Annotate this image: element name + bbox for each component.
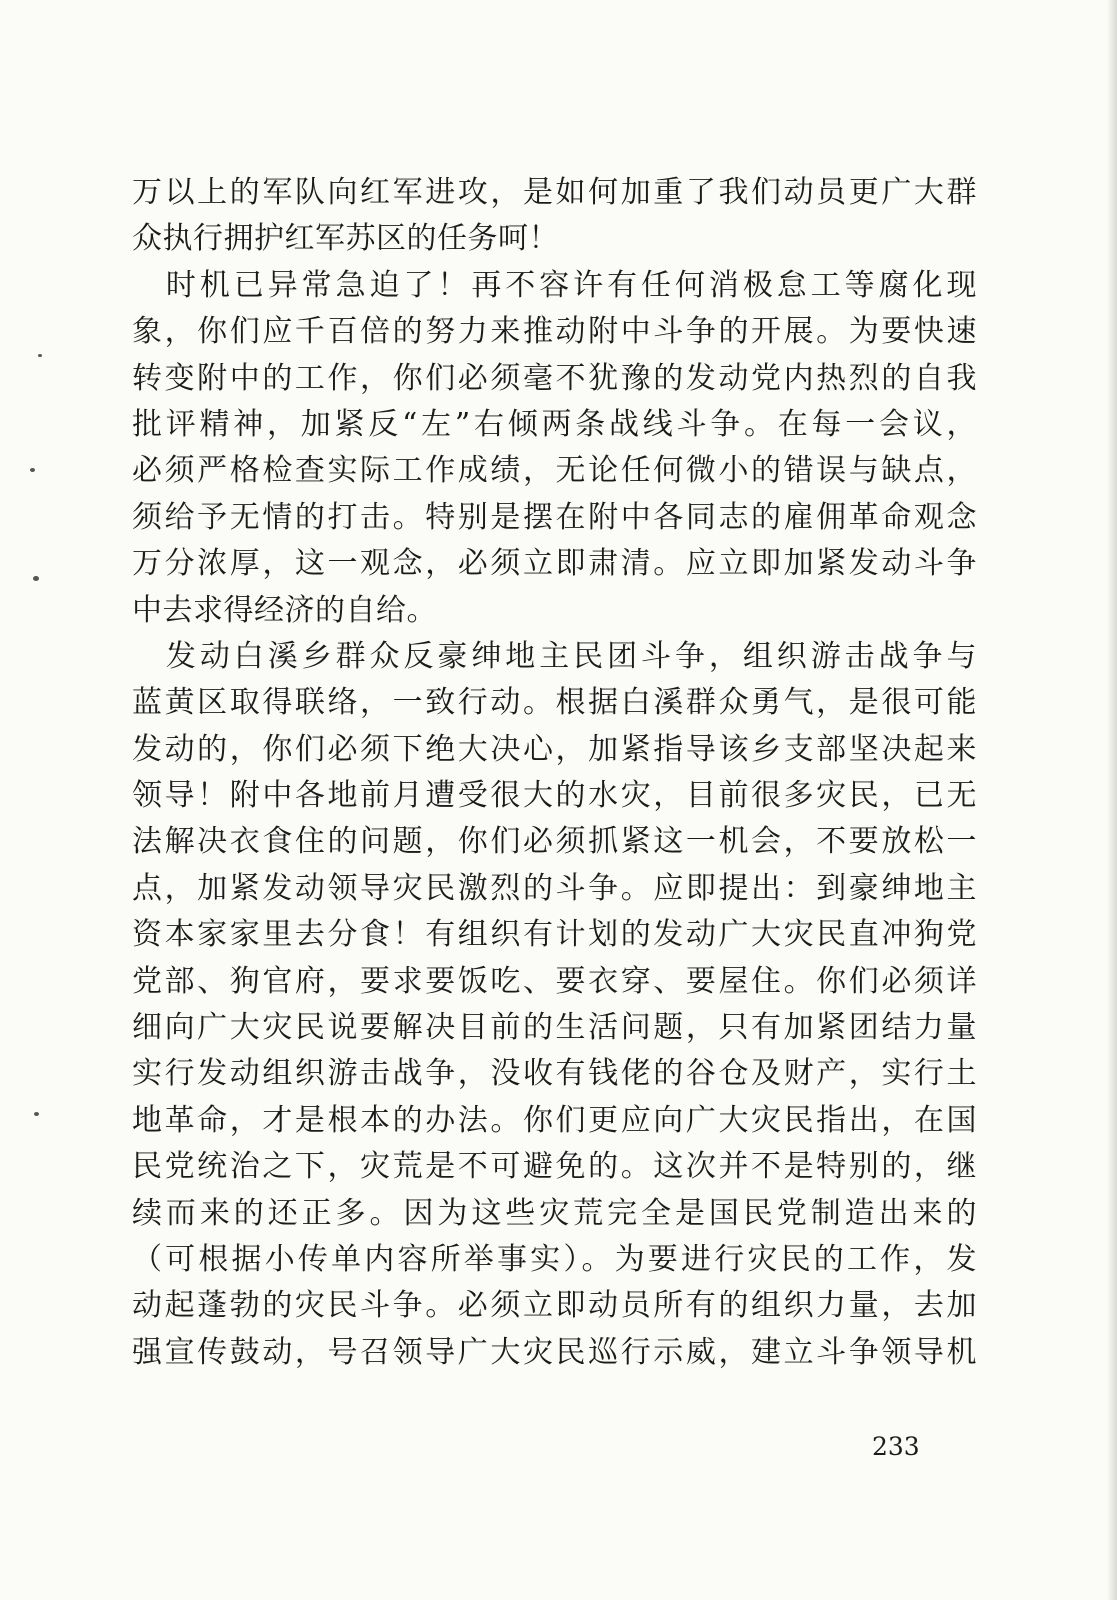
text-line: 众执行拥护红军苏区的任务呵！ bbox=[132, 221, 559, 257]
page-number: 233 bbox=[872, 1432, 920, 1461]
text-line: 万以上的军队向红军进攻，是如何加重了我们动员更广大群 bbox=[132, 175, 977, 210]
text-line: 象，你们应千百倍的努力来推动附中斗争的开展。为要快速 bbox=[132, 314, 977, 350]
text-line: 细向广大灾民说要解决目前的生活问题，只有加紧团结力量 bbox=[132, 1010, 977, 1046]
text-line: 必须严格检查实际工作成绩，无论任何微小的错误与缺点， bbox=[132, 453, 977, 489]
text-line: 点，加紧发动领导灾民激烈的斗争。应即提出：到豪绅地主 bbox=[132, 870, 977, 906]
text-line: 强宣传鼓动，号召领导广大灾民巡行示威，建立斗争领导机 bbox=[132, 1334, 977, 1370]
body-text bbox=[132, 170, 977, 1376]
text-line: 转变附中的工作，你们必须毫不犹豫的发动党内热烈的自我 bbox=[132, 360, 977, 396]
scan-speck bbox=[33, 576, 39, 581]
text-line: 实行发动组织游击战争，没收有钱佬的谷仓及财产，实行土 bbox=[132, 1056, 977, 1092]
text-line: 万分浓厚，这一观念，必须立即肃清。应立即加紧发动斗争 bbox=[132, 546, 977, 582]
text-line: 批评精神，加紧反“左”右倾两条战线斗争。在每一会议， bbox=[132, 406, 977, 442]
text-line: 民党统治之下，灾荒是不可避免的。这次并不是特别的，继 bbox=[132, 1149, 977, 1185]
scan-speck bbox=[38, 354, 42, 357]
text-line: 地革命，才是根本的办法。你们更应向广大灾民指出，在国 bbox=[132, 1102, 977, 1138]
scan-edge-shadow bbox=[1107, 0, 1117, 1600]
scan-speck bbox=[34, 1112, 39, 1116]
text-line: 发动的，你们必须下绝大决心，加紧指导该乡支部坚决起来 bbox=[132, 731, 977, 767]
text-line: 动起蓬勃的灾民斗争。必须立即动员所有的组织力量，去加 bbox=[132, 1288, 977, 1324]
text-line: 资本家家里去分食！有组织有计划的发动广大灾民直冲狗党 bbox=[132, 917, 977, 953]
text-line: （可根据小传单内容所举事实）。为要进行灾民的工作，发 bbox=[132, 1241, 977, 1277]
text-line: 党部、狗官府，要求要饭吃、要衣穿、要屋住。你们必须详 bbox=[132, 963, 977, 999]
text-line: 中去求得经济的自给。 bbox=[132, 592, 437, 628]
text-line: 须给予无情的打击。特别是摆在附中各同志的雇佣革命观念 bbox=[132, 499, 977, 535]
text-line: 法解决衣食住的问题，你们必须抓紧这一机会，不要放松一 bbox=[132, 824, 977, 860]
text-line: 领导！附中各地前月遭受很大的水灾，目前很多灾民，已无 bbox=[132, 778, 977, 814]
text-line: 续而来的还正多。因为这些灾荒完全是国民党制造出来的 bbox=[132, 1195, 977, 1231]
text-line: 发动白溪乡群众反豪绅地主民团斗争，组织游击战争与 bbox=[132, 638, 977, 674]
text-line: 时机已异常急迫了！再不容许有任何消极怠工等腐化现 bbox=[132, 267, 977, 303]
scan-speck bbox=[30, 468, 35, 472]
text-line: 蓝黄区取得联络，一致行动。根据白溪群众勇气，是很可能 bbox=[132, 685, 977, 721]
